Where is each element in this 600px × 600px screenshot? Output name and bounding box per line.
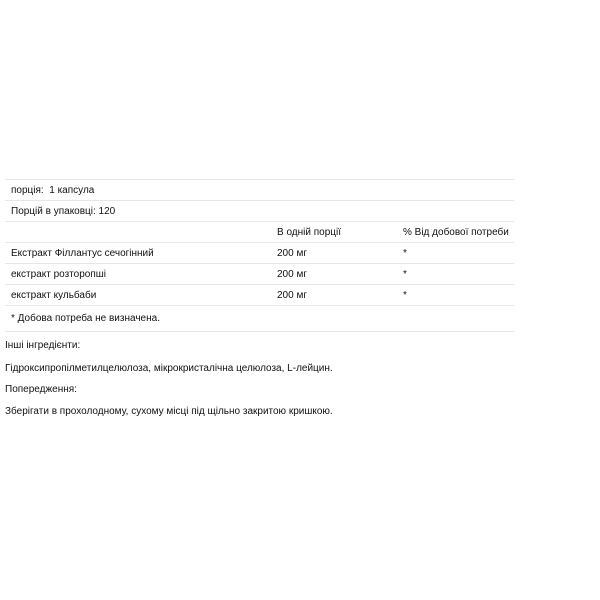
ingredient-name: Екстракт Філлантус сечогінний	[11, 248, 154, 259]
serving-size-key: порція:	[11, 185, 44, 196]
ingredient-amount: 200 мг	[277, 269, 307, 280]
ingredient-name: екстракт розторопші	[11, 269, 107, 280]
footnote-row	[5, 305, 514, 331]
serving-size-value: 1 капсула	[49, 185, 95, 196]
daily-value-footnote: * Добова потреба не визначена.	[11, 313, 160, 324]
table-header-row	[5, 221, 514, 242]
ingredient-name: екстракт кульбаби	[11, 290, 97, 301]
ingredient-daily-value: *	[403, 269, 407, 280]
header-daily-value: % Від добової потреби	[403, 227, 509, 238]
ingredient-amount: 200 мг	[277, 290, 307, 301]
servings-per-container: Порцій в упаковці: 120	[11, 206, 116, 217]
other-ingredients-text: Гідроксипропілметилцелюлоза, мікрокристалічна целюлоза, L-лейцин.	[5, 363, 333, 374]
table-row	[5, 284, 514, 305]
serving-size-row	[5, 179, 514, 200]
ingredient-daily-value: *	[403, 248, 407, 259]
header-per-serving: В одній порції	[277, 227, 341, 238]
table-row	[5, 263, 514, 284]
warnings-title: Попередження:	[5, 384, 77, 395]
servings-per-container-row	[5, 200, 514, 221]
ingredient-daily-value: *	[403, 290, 407, 301]
warnings-text: Зберігати в прохолодному, сухому місці під щільно закритою кришкою.	[5, 406, 333, 417]
ingredient-amount: 200 мг	[277, 248, 307, 259]
table-row	[5, 242, 514, 263]
table-bottom-divider	[5, 331, 514, 332]
supplement-facts-table	[5, 179, 514, 332]
serving-size-label	[11, 185, 94, 196]
other-ingredients-title: Інші інгредієнти:	[5, 340, 81, 351]
